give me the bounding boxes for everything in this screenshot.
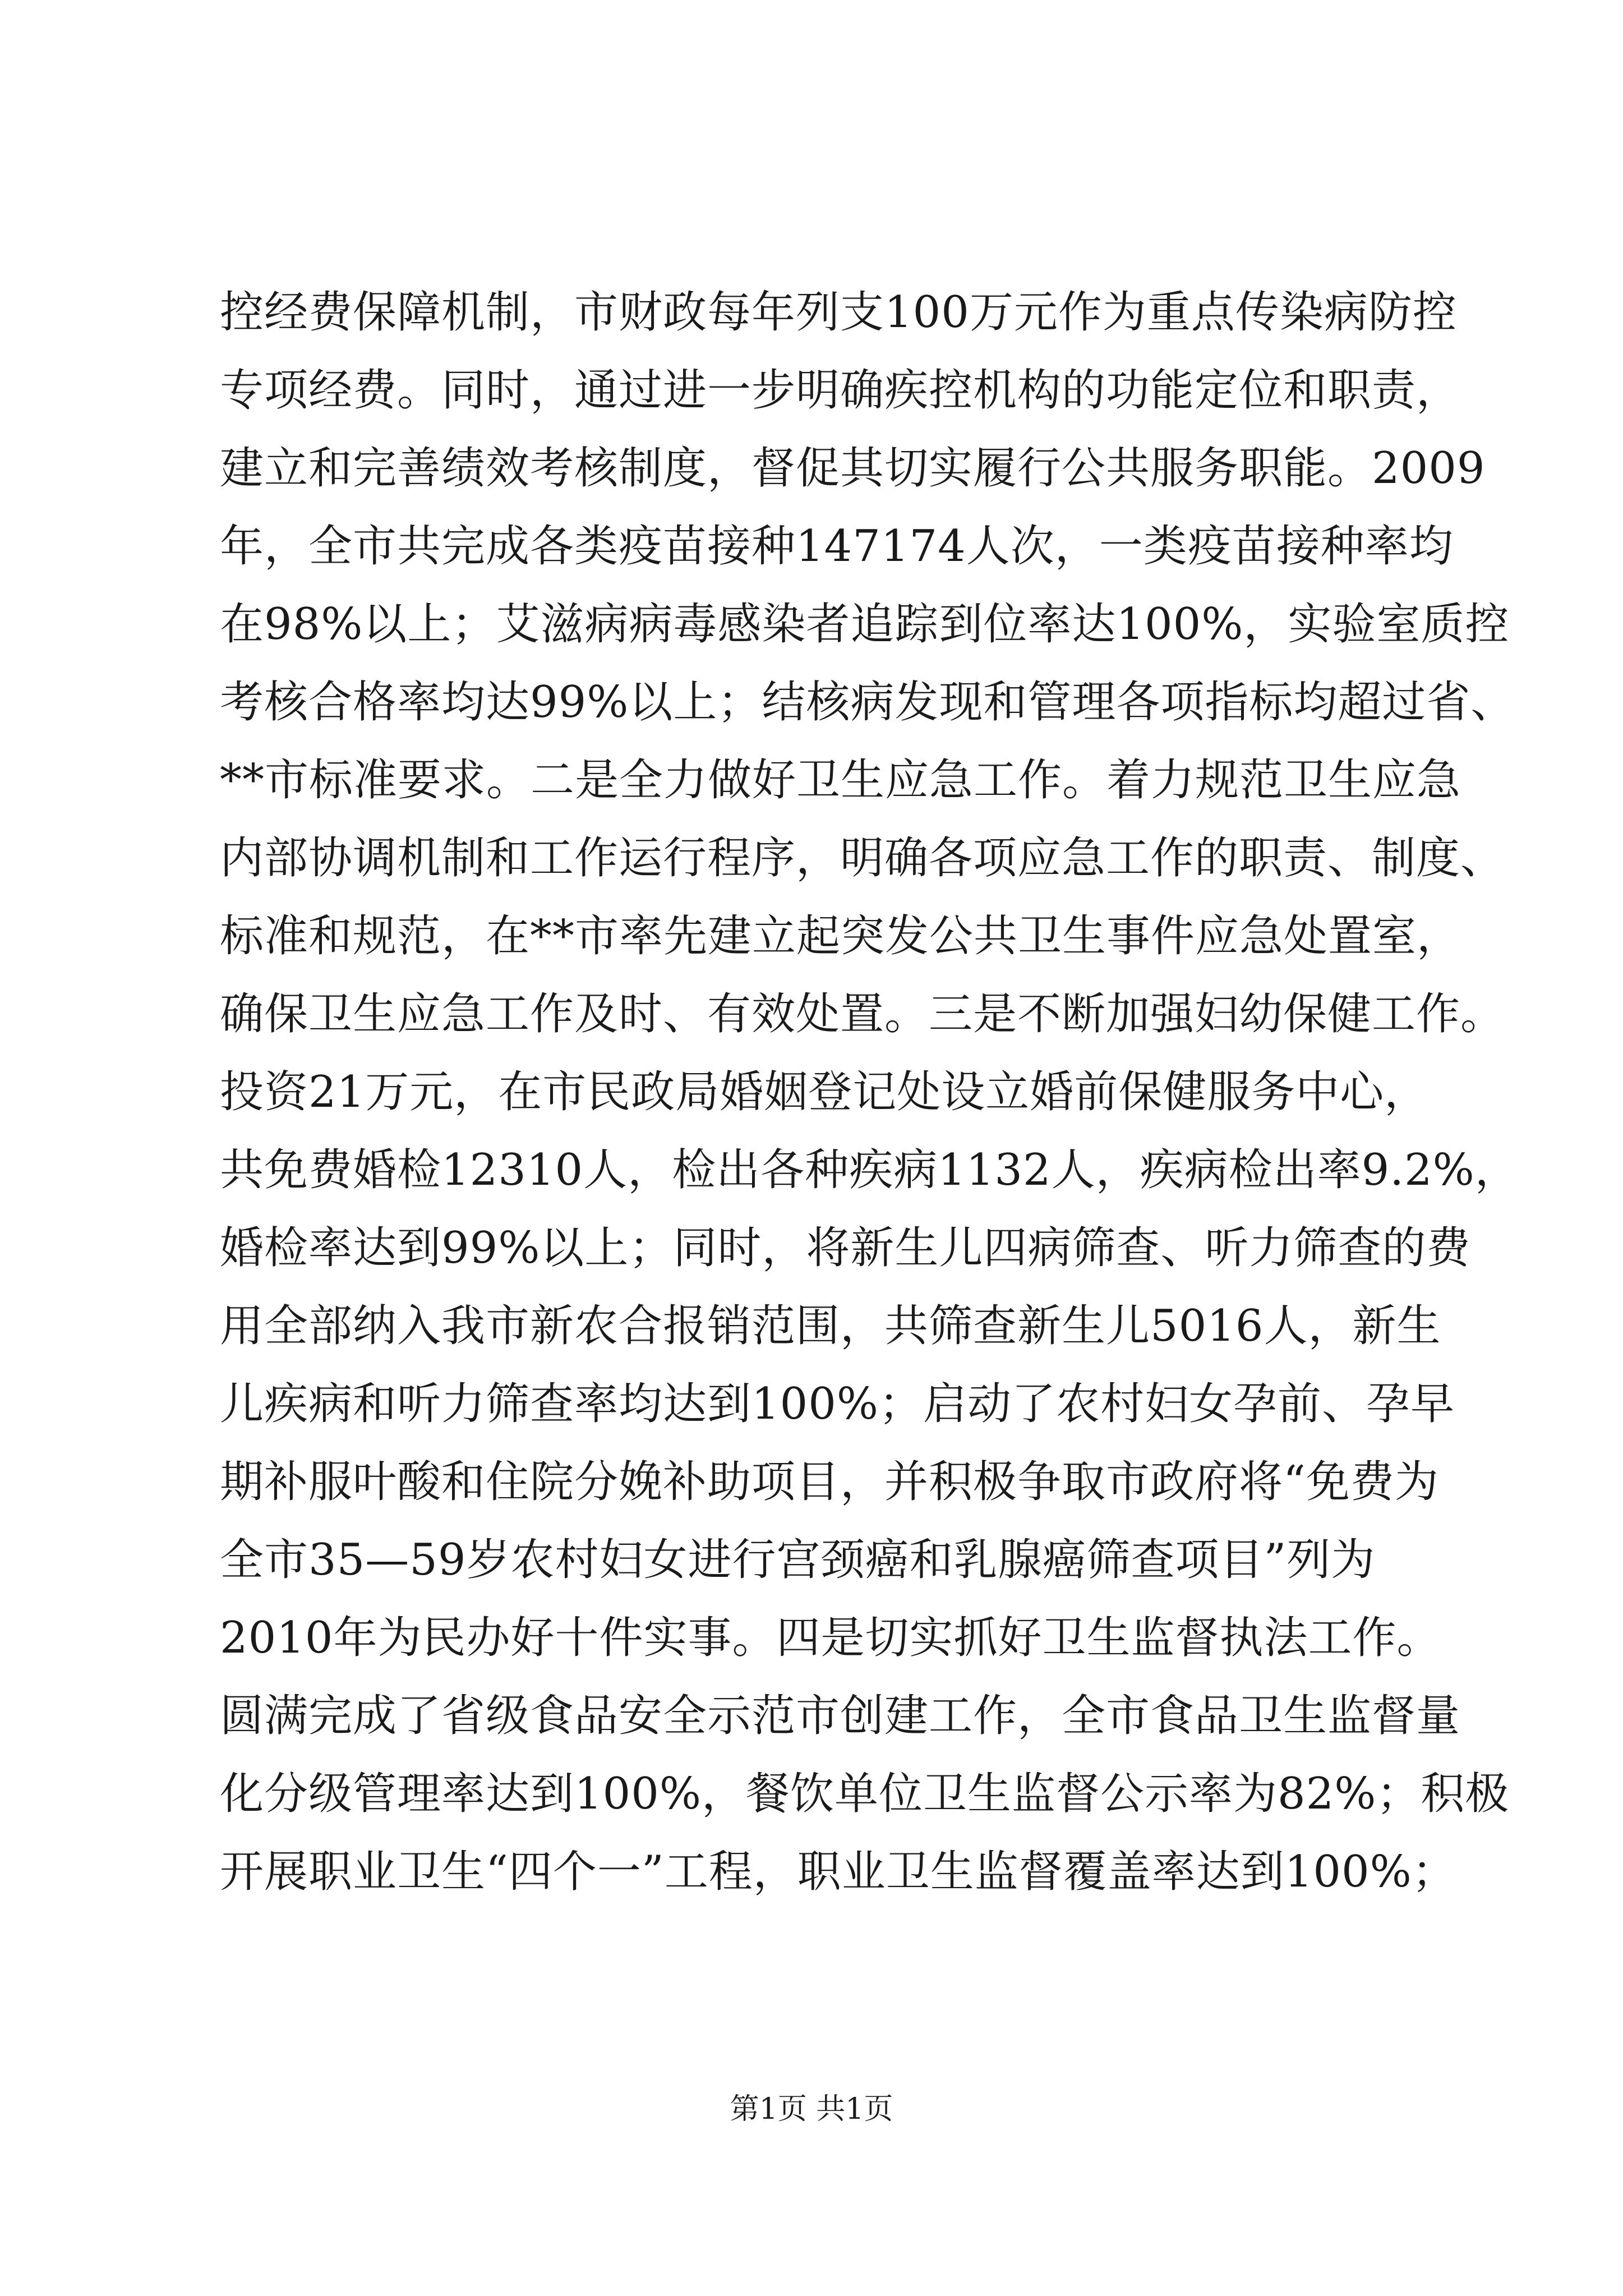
page-number-label: 第1页 共1页: [730, 2092, 893, 2126]
text-line: 内部协调机制和工作运行程序，明确各项应急工作的职责、制度、: [220, 833, 1505, 884]
text-line: 建立和完善绩效考核制度，督促其切实履行公共服务职能。2009: [220, 443, 1486, 494]
text-line: 考核合格率均达99%以上；结核病发现和管理各项指标均超过省、: [220, 677, 1515, 728]
text-line: 专项经费。同时，通过进一步明确疾控机构的功能定位和职责，: [220, 365, 1461, 416]
text-line: 全市35—59岁农村妇女进行宫颈癌和乳腺癌筛查项目”列为: [220, 1535, 1376, 1585]
text-line: 儿疾病和听力筛查率均达到100%；启动了农村妇女孕前、孕早: [220, 1379, 1455, 1429]
text-line: 用全部纳入我市新农合报销范围，共筛查新生儿5016人，新生: [220, 1301, 1441, 1351]
page-footer: [0, 2090, 1623, 2129]
text-line: 控经费保障机制，市财政每年列支100万元作为重点传染病防控: [220, 287, 1457, 338]
text-line: 圆满完成了省级食品安全示范市创建工作，全市食品卫生监督量: [220, 1691, 1461, 1741]
text-line: 标准和规范，在**市率先建立起突发公共卫生事件应急处置室，: [220, 911, 1461, 961]
text-line: 共免费婚检12310人，检出各种疾病1132人，疾病检出率9.2%，: [220, 1145, 1519, 1195]
text-line: 2010年为民办好十件实事。四是切实抓好卫生监督执法工作。: [220, 1613, 1441, 1663]
text-line: 在98%以上；艾滋病病毒感染者追踪到位率达100%，实验室质控: [220, 599, 1510, 650]
text-line: 化分级管理率达到100%，餐饮单位卫生监督公示率为82%；积极: [220, 1769, 1510, 1819]
text-line: 投资21万元，在市民政局婚姻登记处设立婚前保健服务中心，: [220, 1067, 1429, 1117]
text-line: 婚检率达到99%以上；同时，将新生儿四病筛查、听力筛查的费: [220, 1223, 1471, 1273]
text-line: **市标准要求。二是全力做好卫生应急工作。着力规范卫生应急: [220, 755, 1461, 806]
text-line: 年，全市共完成各类疫苗接种147174人次，一类疫苗接种率均: [220, 521, 1454, 572]
text-line: 开展职业卫生“四个一”工程，职业卫生监督覆盖率达到100%；: [220, 1847, 1456, 1897]
text-line: 确保卫生应急工作及时、有效处置。三是不断加强妇幼保健工作。: [220, 989, 1505, 1039]
body-text: [220, 274, 1519, 1911]
text-line: 期补服叶酸和住院分娩补助项目，并积极争取市政府将“免费为: [220, 1457, 1439, 1507]
